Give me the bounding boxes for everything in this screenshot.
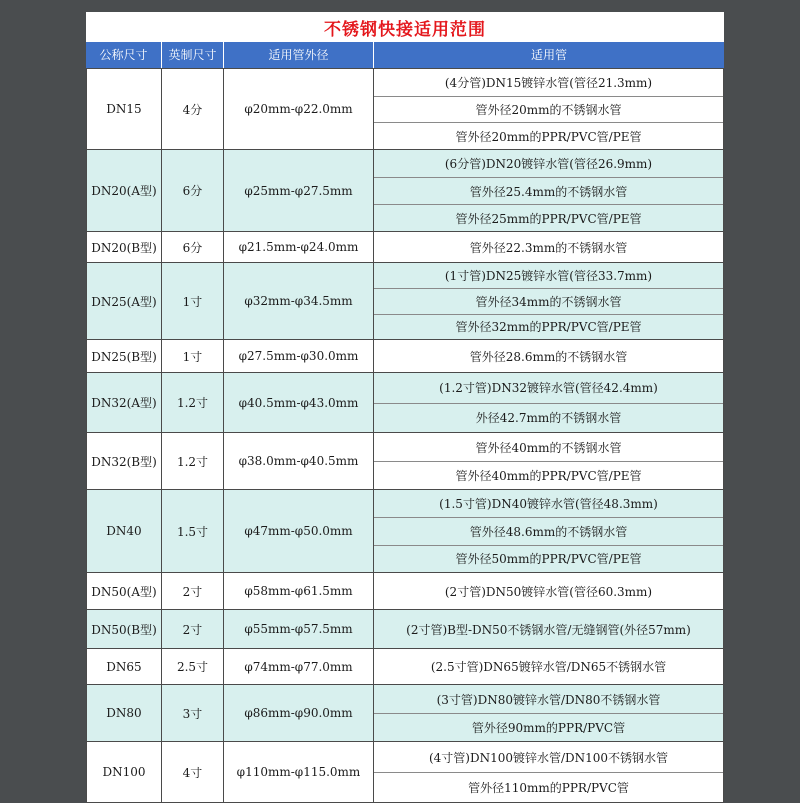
table-row — [86, 149, 724, 231]
applicable-pipes-group — [374, 490, 724, 572]
od-range-cell: φ21.5mm-φ24.0mm — [224, 232, 374, 262]
imperial-size-cell: 2.5寸 — [162, 649, 224, 684]
imperial-size-cell: 1寸 — [162, 263, 224, 339]
nominal-size-cell: DN20(A型) — [86, 150, 162, 231]
applicable-pipes-group — [374, 263, 724, 339]
applicable-pipe-item: 管外径20mm的PPR/PVC管/PE管 — [374, 122, 723, 149]
nominal-size-cell: DN20(B型) — [86, 232, 162, 262]
applicable-pipes-group — [374, 340, 724, 372]
table-row — [86, 572, 724, 609]
od-range-cell: φ25mm-φ27.5mm — [224, 150, 374, 231]
applicable-pipes-group — [374, 649, 724, 684]
imperial-size-cell: 1寸 — [162, 340, 224, 372]
od-range-cell: φ58mm-φ61.5mm — [224, 573, 374, 609]
nominal-size-cell: DN65 — [86, 649, 162, 684]
nominal-size-cell: DN32(A型) — [86, 373, 162, 432]
imperial-size-cell: 1.5寸 — [162, 490, 224, 572]
table-row — [86, 372, 724, 432]
imperial-size-cell: 4寸 — [162, 742, 224, 802]
applicable-pipe-item: (4分管)DN15镀锌水管(管径21.3mm) — [444, 75, 653, 90]
applicable-pipe-item: 管外径90mm的PPR/PVC管 — [374, 713, 723, 741]
header-nominal-size: 公称尺寸 — [86, 42, 162, 68]
applicable-pipe-item: (1.2寸管)DN32镀锌水管(管径42.4mm) — [439, 381, 658, 396]
applicable-pipe-item: (1.5寸管)DN40镀锌水管(管径48.3mm) — [439, 497, 658, 512]
nominal-size-cell: DN100 — [86, 742, 162, 802]
applicable-pipes-group — [374, 232, 724, 262]
od-range-cell: φ20mm-φ22.0mm — [224, 69, 374, 149]
od-range-cell: φ110mm-φ115.0mm — [224, 742, 374, 802]
table-row — [86, 684, 724, 741]
imperial-size-cell: 3寸 — [162, 685, 224, 741]
applicable-pipe-item: 管外径20mm的不锈钢水管 — [374, 96, 723, 123]
od-range-cell: φ27.5mm-φ30.0mm — [224, 340, 374, 372]
nominal-size-cell: DN15 — [86, 69, 162, 149]
applicable-pipe-item: 管外径32mm的PPR/PVC管/PE管 — [374, 314, 723, 339]
applicable-pipe-item: 管外径34mm的不锈钢水管 — [374, 288, 723, 313]
header-od-range: 适用管外径 — [224, 42, 374, 68]
applicable-pipes-group — [374, 685, 724, 741]
applicable-pipes-group — [374, 373, 724, 432]
nominal-size-cell: DN80 — [86, 685, 162, 741]
od-range-cell: φ32mm-φ34.5mm — [224, 263, 374, 339]
applicable-pipe-item: (4寸管)DN100镀锌水管/DN100不锈钢水管 — [428, 750, 669, 765]
table-row — [86, 648, 724, 684]
applicable-pipe-item: 管外径110mm的PPR/PVC管 — [374, 772, 723, 802]
spec-sheet — [86, 12, 724, 802]
applicable-pipe-item: 管外径48.6mm的不锈钢水管 — [374, 517, 723, 544]
applicable-pipe-item: 管外径40mm的不锈钢水管 — [475, 440, 622, 455]
page-title: 不锈钢快接适用范围 — [324, 20, 486, 40]
applicable-pipes-group — [374, 150, 724, 231]
applicable-pipe-item: 管外径25.4mm的不锈钢水管 — [374, 177, 723, 204]
od-range-cell: φ47mm-φ50.0mm — [224, 490, 374, 572]
nominal-size-cell: DN25(A型) — [86, 263, 162, 339]
header-applicable-pipe: 适用管 — [374, 42, 724, 68]
applicable-pipes-group — [374, 610, 724, 648]
applicable-pipe-item: (2.5寸管)DN65镀锌水管/DN65不锈钢水管 — [430, 660, 667, 674]
applicable-pipe-item: 外径42.7mm的不锈钢水管 — [374, 403, 723, 433]
table-row — [86, 68, 724, 149]
imperial-size-cell: 2寸 — [162, 610, 224, 648]
table-row — [86, 432, 724, 489]
applicable-pipe-item: 管外径40mm的PPR/PVC管/PE管 — [374, 461, 723, 489]
od-range-cell: φ74mm-φ77.0mm — [224, 649, 374, 684]
applicable-pipe-item: 管外径28.6mm的不锈钢水管 — [469, 349, 628, 364]
nominal-size-cell: DN50(B型) — [86, 610, 162, 648]
applicable-pipes-group — [374, 573, 724, 609]
nominal-size-cell: DN25(B型) — [86, 340, 162, 372]
od-range-cell: φ86mm-φ90.0mm — [224, 685, 374, 741]
applicable-pipe-item: (2寸管)B型-DN50不锈钢水管/无缝钢管(外径57mm) — [406, 622, 691, 637]
od-range-cell: φ40.5mm-φ43.0mm — [224, 373, 374, 432]
table-row — [86, 741, 724, 802]
imperial-size-cell: 2寸 — [162, 573, 224, 609]
applicable-pipe-item: 管外径22.3mm的不锈钢水管 — [469, 240, 628, 255]
table-row — [86, 339, 724, 372]
table-row — [86, 489, 724, 572]
imperial-size-cell: 6分 — [162, 150, 224, 231]
nominal-size-cell: DN50(A型) — [86, 573, 162, 609]
imperial-size-cell: 6分 — [162, 232, 224, 262]
applicable-pipes-group — [374, 433, 724, 489]
table-row — [86, 231, 724, 262]
applicable-pipe-item: (2寸管)DN50镀锌水管(管径60.3mm) — [444, 584, 653, 599]
nominal-size-cell: DN32(B型) — [86, 433, 162, 489]
nominal-size-cell: DN40 — [86, 490, 162, 572]
applicable-pipe-item: 管外径50mm的PPR/PVC管/PE管 — [374, 545, 723, 572]
header-imperial-size: 英制尺寸 — [162, 42, 224, 68]
imperial-size-cell: 4分 — [162, 69, 224, 149]
od-range-cell: φ55mm-φ57.5mm — [224, 610, 374, 648]
table-row — [86, 262, 724, 339]
od-range-cell: φ38.0mm-φ40.5mm — [224, 433, 374, 489]
applicable-pipe-item: 管外径25mm的PPR/PVC管/PE管 — [374, 204, 723, 231]
applicable-pipe-item: (3寸管)DN80镀锌水管/DN80不锈钢水管 — [436, 692, 661, 707]
applicable-pipes-group — [374, 742, 724, 802]
applicable-pipe-item: (6分管)DN20镀锌水管(管径26.9mm) — [444, 157, 653, 171]
table-row — [86, 609, 724, 648]
imperial-size-cell: 1.2寸 — [162, 373, 224, 432]
applicable-pipes-group — [374, 69, 724, 149]
imperial-size-cell: 1.2寸 — [162, 433, 224, 489]
applicable-pipe-item: (1寸管)DN25镀锌水管(管径33.7mm) — [444, 269, 653, 284]
